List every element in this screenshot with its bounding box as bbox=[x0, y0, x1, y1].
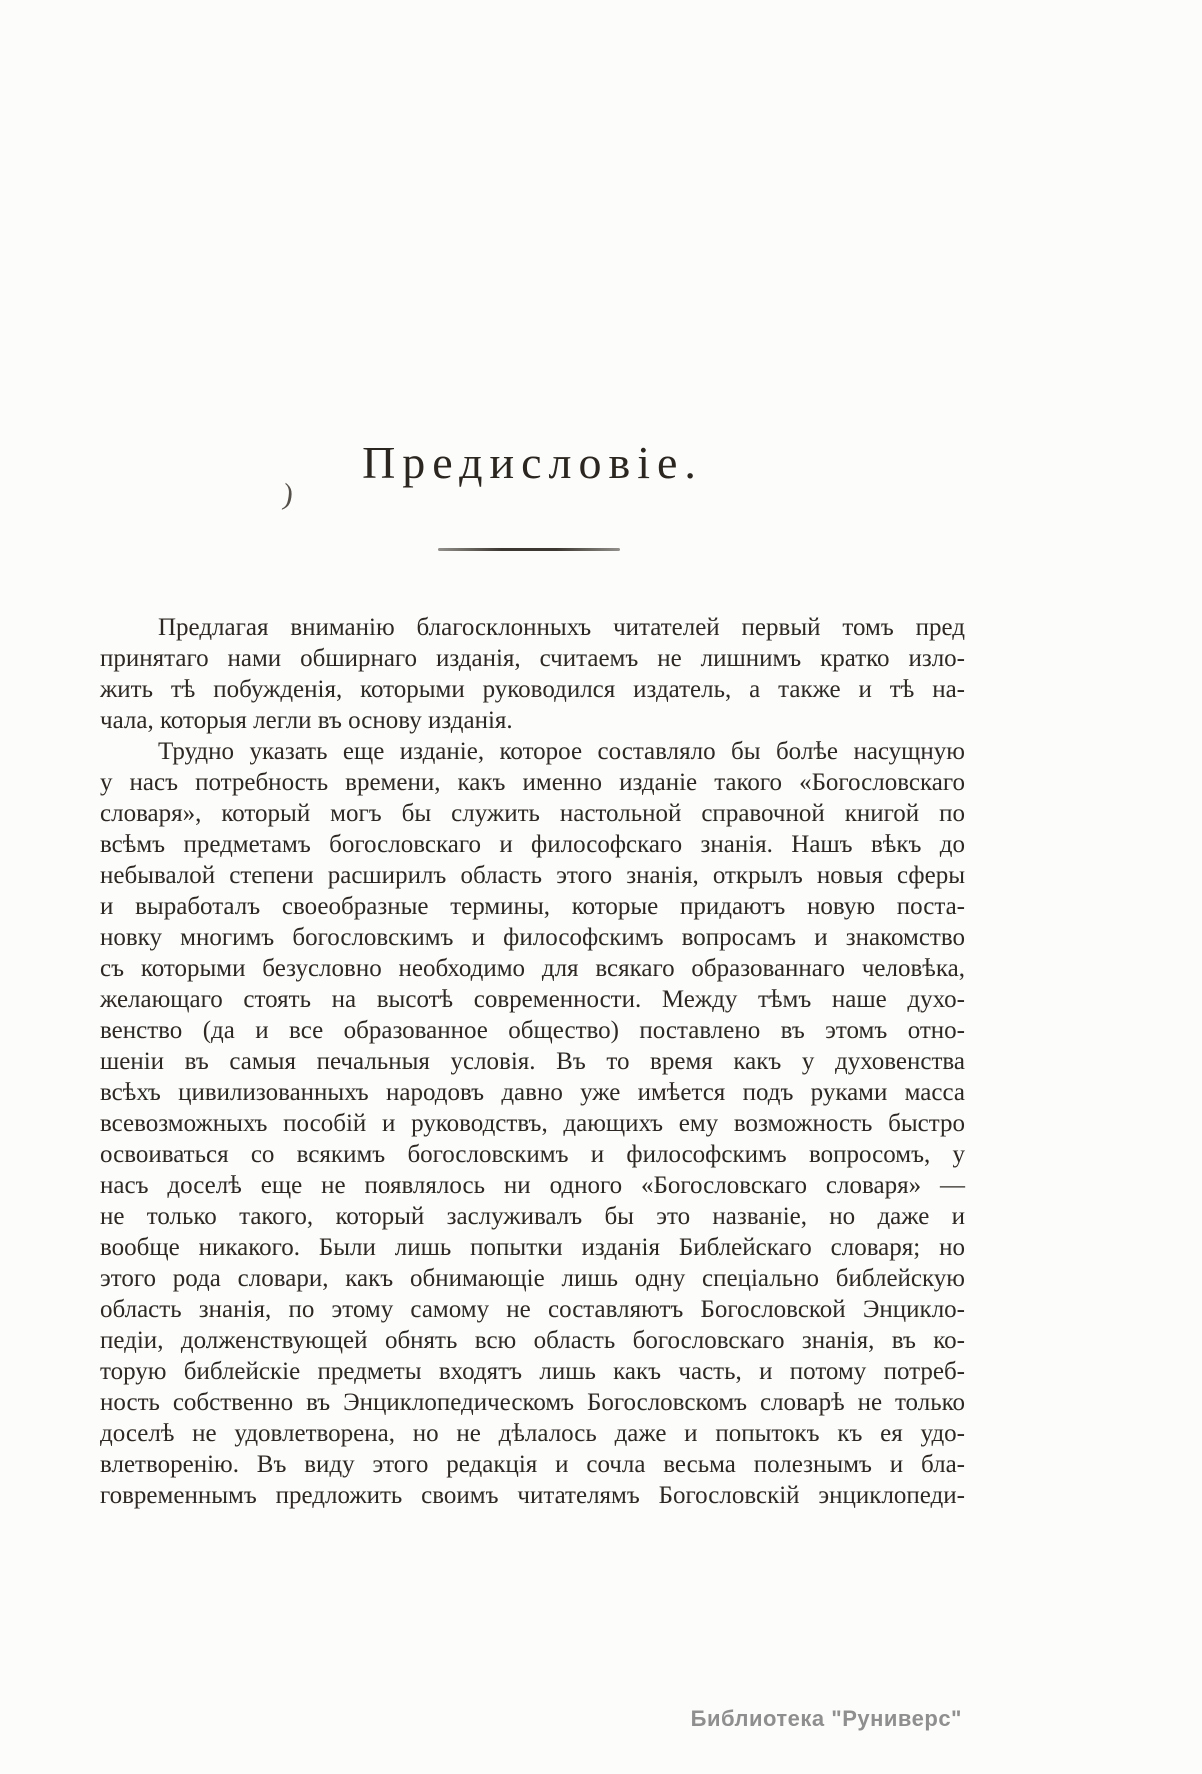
text-line: торую библейскіе предметы входятъ лишь какъ часть, и потому потреб- bbox=[100, 1358, 965, 1385]
text-line: не только такого, который заслуживалъ бы это названіе, но даже и bbox=[100, 1203, 965, 1230]
text-line: влетворенію. Въ виду этого редакція и сочла весьма полезнымъ и бла- bbox=[100, 1451, 965, 1478]
text-line: съ которыми безусловно необходимо для всякаго образованнаго человѣка, bbox=[100, 955, 965, 982]
text-line: доселѣ не удовлетворена, но не дѣлалось даже и попытокъ къ ея удо- bbox=[100, 1420, 965, 1447]
text-line: насъ доселѣ еще не появлялось ни одного «Богословскаго словаря» — bbox=[100, 1172, 965, 1199]
text-line: принятаго нами обширнаго изданія, считаемъ не лишнимъ кратко изло- bbox=[100, 645, 965, 672]
text-line: желающаго стоять на высотѣ современности. Между тѣмъ наше духо- bbox=[100, 986, 965, 1013]
text-line: у насъ потребность времени, какъ именно изданіе такого «Богословскаго bbox=[100, 769, 965, 796]
title-divider-rule bbox=[438, 548, 620, 551]
text-line: шеніи въ самыя печальныя условія. Въ то время какъ у духовенства bbox=[100, 1048, 965, 1075]
text-line: область знанія, по этому самому не составляютъ Богословской Энцикло- bbox=[100, 1296, 965, 1323]
text-line: вообще никакого. Были лишь попытки изданія Библейскаго словаря; но bbox=[100, 1234, 965, 1261]
text-line: освоиваться со всякимъ богословскимъ и философскимъ вопросомъ, у bbox=[100, 1141, 965, 1168]
text-line: говременнымъ предложить своимъ читателямъ Богословскій энциклопеди- bbox=[100, 1482, 965, 1509]
library-watermark: Библиотека "Руниверс" bbox=[690, 1706, 962, 1731]
text-line: всѣхъ цивилизованныхъ народовъ давно уже имѣется подъ руками масса bbox=[100, 1079, 965, 1106]
body-text bbox=[100, 612, 965, 1511]
text-line: словаря», который могъ бы служить настольной справочной книгой по bbox=[100, 800, 965, 827]
text-line: новку многимъ богословскимъ и философскимъ вопросамъ и знакомство bbox=[100, 924, 965, 951]
text-line: всѣмъ предметамъ богословскаго и философскаго знанія. Нашъ вѣкъ до bbox=[100, 831, 965, 858]
text-line: ность собственно въ Энциклопедическомъ Богословскомъ словарѣ не только bbox=[100, 1389, 965, 1416]
page-title: Предисловіе. bbox=[362, 437, 703, 488]
text-line: всевозможныхъ пособій и руководствъ, дающихъ ему возможность быстро bbox=[100, 1110, 965, 1137]
text-line: Предлагая вниманію благосклонныхъ читателей первый томъ пред bbox=[158, 614, 965, 641]
text-line: педіи, долженствующей обнять всю область богословскаго знанія, въ ко- bbox=[100, 1327, 965, 1354]
text-line: жить тѣ побужденія, которыми руководился издатель, а также и тѣ на- bbox=[100, 676, 965, 703]
text-line: небывалой степени расширилъ область этого знанія, открылъ новыя сферы bbox=[100, 862, 965, 889]
scan-artifact-mark: ) bbox=[280, 477, 296, 512]
text-line: чала, которыя легли въ основу изданія. bbox=[100, 707, 513, 734]
text-line: и выработалъ своеобразные термины, которые придаютъ новую поста- bbox=[100, 893, 965, 920]
text-line: этого рода словари, какъ обнимающіе лишь одну спеціально библейскую bbox=[100, 1265, 965, 1292]
text-line: венство (да и все образованное общество) поставлено въ этомъ отно- bbox=[100, 1017, 965, 1044]
text-line: Трудно указать еще изданіе, которое составляло бы болѣе насущную bbox=[158, 738, 965, 765]
